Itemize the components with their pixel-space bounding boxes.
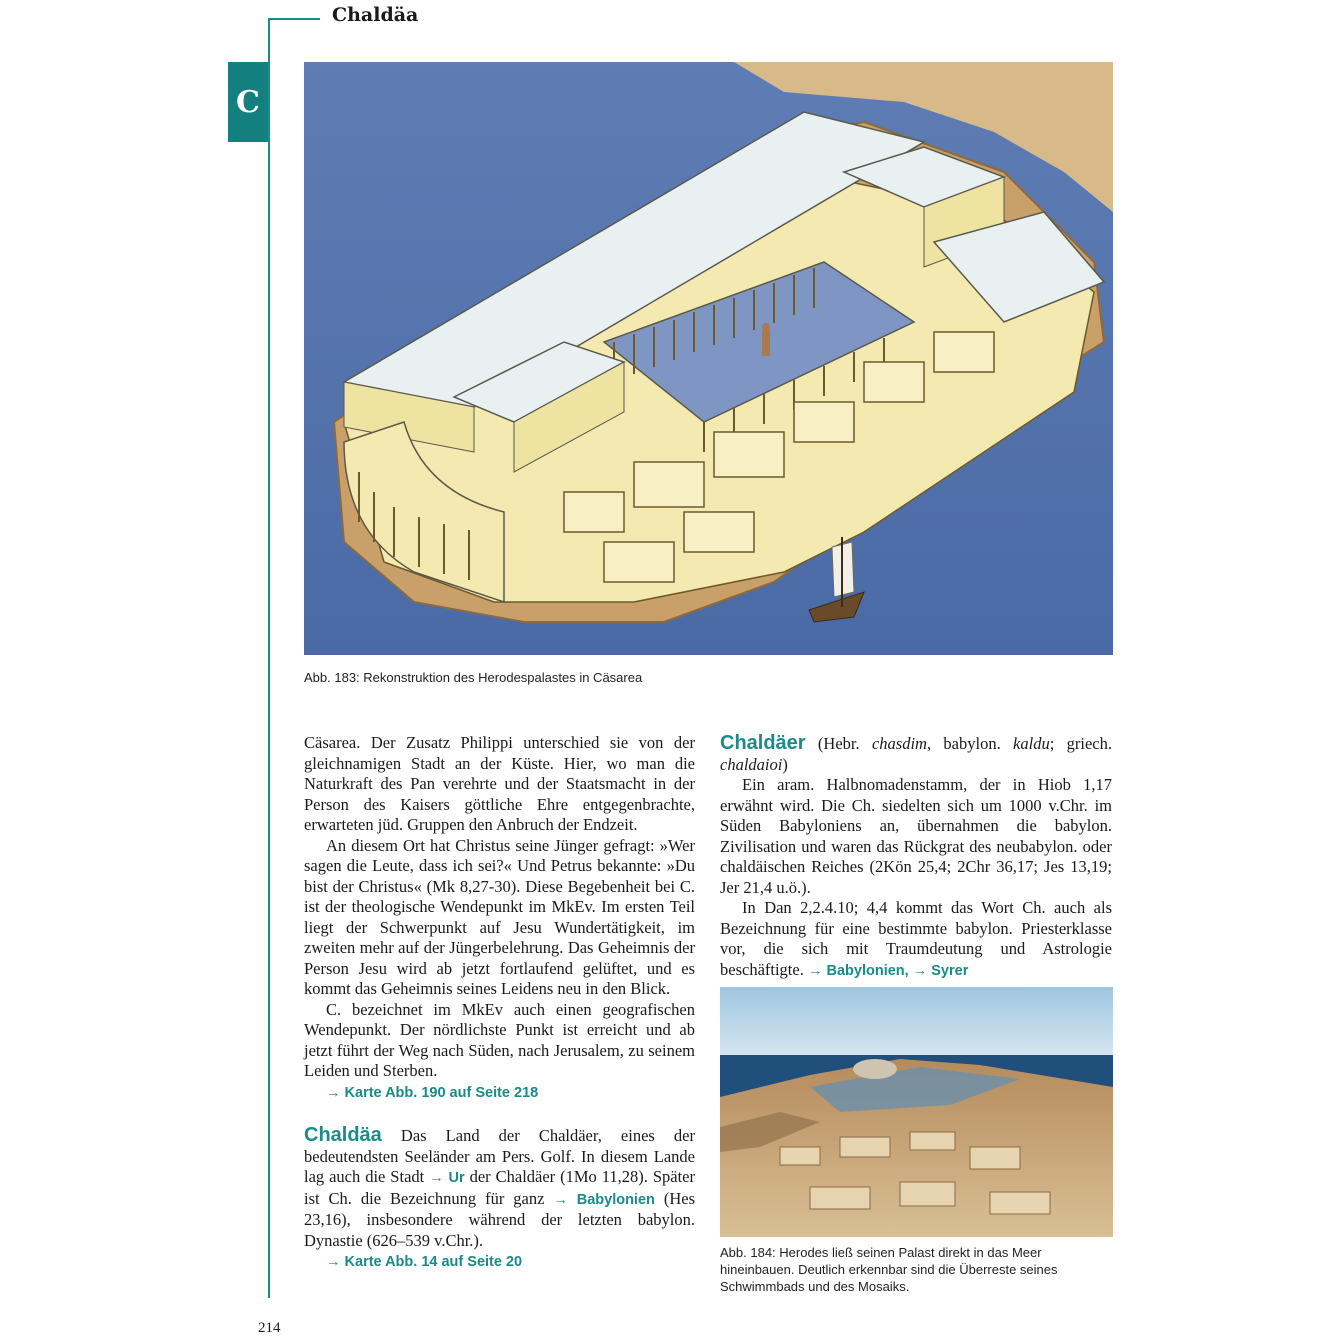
palace-reconstruction-illustration [304, 62, 1113, 655]
entry-gap [304, 1103, 695, 1125]
map-reference-1 [304, 1082, 695, 1104]
page-number: 214 [258, 1320, 281, 1336]
etymology-3: ; griech. [1049, 734, 1112, 753]
chaldaea-text-1: Das Land der Chaldäer, eines der bedeutendsten Seeländer am Pers. Golf. In diesem Lande lag auch die Stadt [304, 1126, 695, 1186]
etymology-kaldu: kaldu [1013, 734, 1050, 753]
caesarea-paragraph-3: C. bezeichnet im MkEv auch einen geografischen Wendepunkt. Der nördlichste Punkt ist erreicht und ab jetzt führt der Weg nach Süden, nach Jerusalem, zu seinem Leiden und Sterben. [304, 999, 695, 1080]
chaldaea-text-3: (Hes 23,16), insbesondere während der letzten babylon. Dynastie (626–539 v.Chr.). [304, 1188, 695, 1250]
etymology-2: , babylon. [926, 734, 1014, 753]
chaldaeer-paragraph-2-text: In Dan 2,2.4.10; 4,4 kommt das Wort Ch. auch als Bezeichnung für eine bestimmte babylon. Priesterklasse vor, die sich mit Traumdeutung und Astrologie beschäftigte. [720, 898, 1112, 979]
figure-183-caption: Abb. 183: Rekonstruktion des Herodespalastes in Cäsarea [304, 670, 643, 685]
letter-tab-label: C [236, 84, 260, 120]
letter-tab [228, 62, 268, 142]
link-separator: , [904, 962, 913, 979]
map-reference-2-link[interactable]: → Karte Abb. 14 auf Seite 20 [326, 1254, 523, 1270]
right-column [720, 733, 1112, 981]
map-reference-1-link[interactable]: → Karte Abb. 190 auf Seite 218 [326, 1084, 539, 1101]
caesarea-paragraph-2: An diesem Ort hat Christus seine Jünger gefragt: »Wer sagen die Leute, dass ich sei?« Und Petrus bekannte: »Du bist der Christus« (Mk 8,27-30). Diese Begebenheit bei C. ist der theologische Wendepunkt im MkEv. Im ersten Teil liegt der Schwerpunkt auf Jesu Wundertätigkeit, im zweiten mehr auf der Jüngerbelehrung. Das Geheimnis der Person Jesu wird ab jetzt fortlaufend gelüftet, und es kommt das Geheimnis seines Leidens neu in den Blick. [304, 835, 695, 998]
chaldaeer-paragraph-1: Ein aram. Halbnomadenstamm, der in Hiob 1,17 erwähnt wird. Die Ch. siedelten sich um 1000 v.Chr. im Süden Babyloniens an, übernahmen die babylon. Zivilisation und waren das Rückgrat des neubabylon. oder chaldäischen Reiches (2Kön 25,4; 2Chr 36,17; Jes 13,19; Jer 21,4 u.ö.). [720, 775, 1112, 897]
chaldaeer-paragraph-2 [720, 898, 1112, 981]
chaldaeer-headword: Chaldäer [720, 732, 806, 754]
left-column [304, 733, 695, 1273]
chaldaea-headword: Chaldäa [304, 1124, 382, 1146]
babylonien-link-2[interactable]: → Babylonien [807, 962, 905, 979]
etymology-1: (Hebr. [805, 734, 872, 753]
chaldaea-text-2: der Chaldäer (1Mo 11,28). Später ist Ch. die Bezeichnung für ganz [304, 1167, 695, 1208]
margin-rule [268, 18, 270, 1298]
header-rule [268, 18, 320, 20]
running-head: Chaldäa [332, 4, 419, 26]
caesarea-paragraph-1: Cäsarea. Der Zusatz Philippi unterschied sie von der gleichnamigen Stadt an der Küste. Hier, wo man die Naturkraft des Pan verehrte und der Staatsmacht in der Person des Kaisers göttliche Ehre entgegenbrachte, erwarteten jüd. Gruppen den Anbruch der Endzeit. [304, 733, 695, 834]
babylonien-link[interactable]: → Babylonien [553, 1191, 655, 1208]
etymology-chaldaioi: chaldaioi [720, 754, 783, 774]
etymology-chasdim: chasdim [871, 734, 927, 753]
chaldaeer-entry-head [720, 733, 1112, 775]
figure-184-caption: Abb. 184: Herodes ließ seinen Palast direkt in das Meer hineinbauen. Deutlich erkennbar sind die Überreste seines Schwimmbads und des Mosaiks. [720, 1245, 1058, 1294]
caesarea-ruins-photo [720, 987, 1113, 1237]
syrer-link[interactable]: → Syrer [912, 962, 969, 979]
etymology-4: ) [782, 754, 788, 774]
ur-link[interactable]: → Ur [429, 1170, 465, 1186]
map-reference-2 [304, 1251, 695, 1273]
chaldaea-entry [304, 1125, 695, 1251]
